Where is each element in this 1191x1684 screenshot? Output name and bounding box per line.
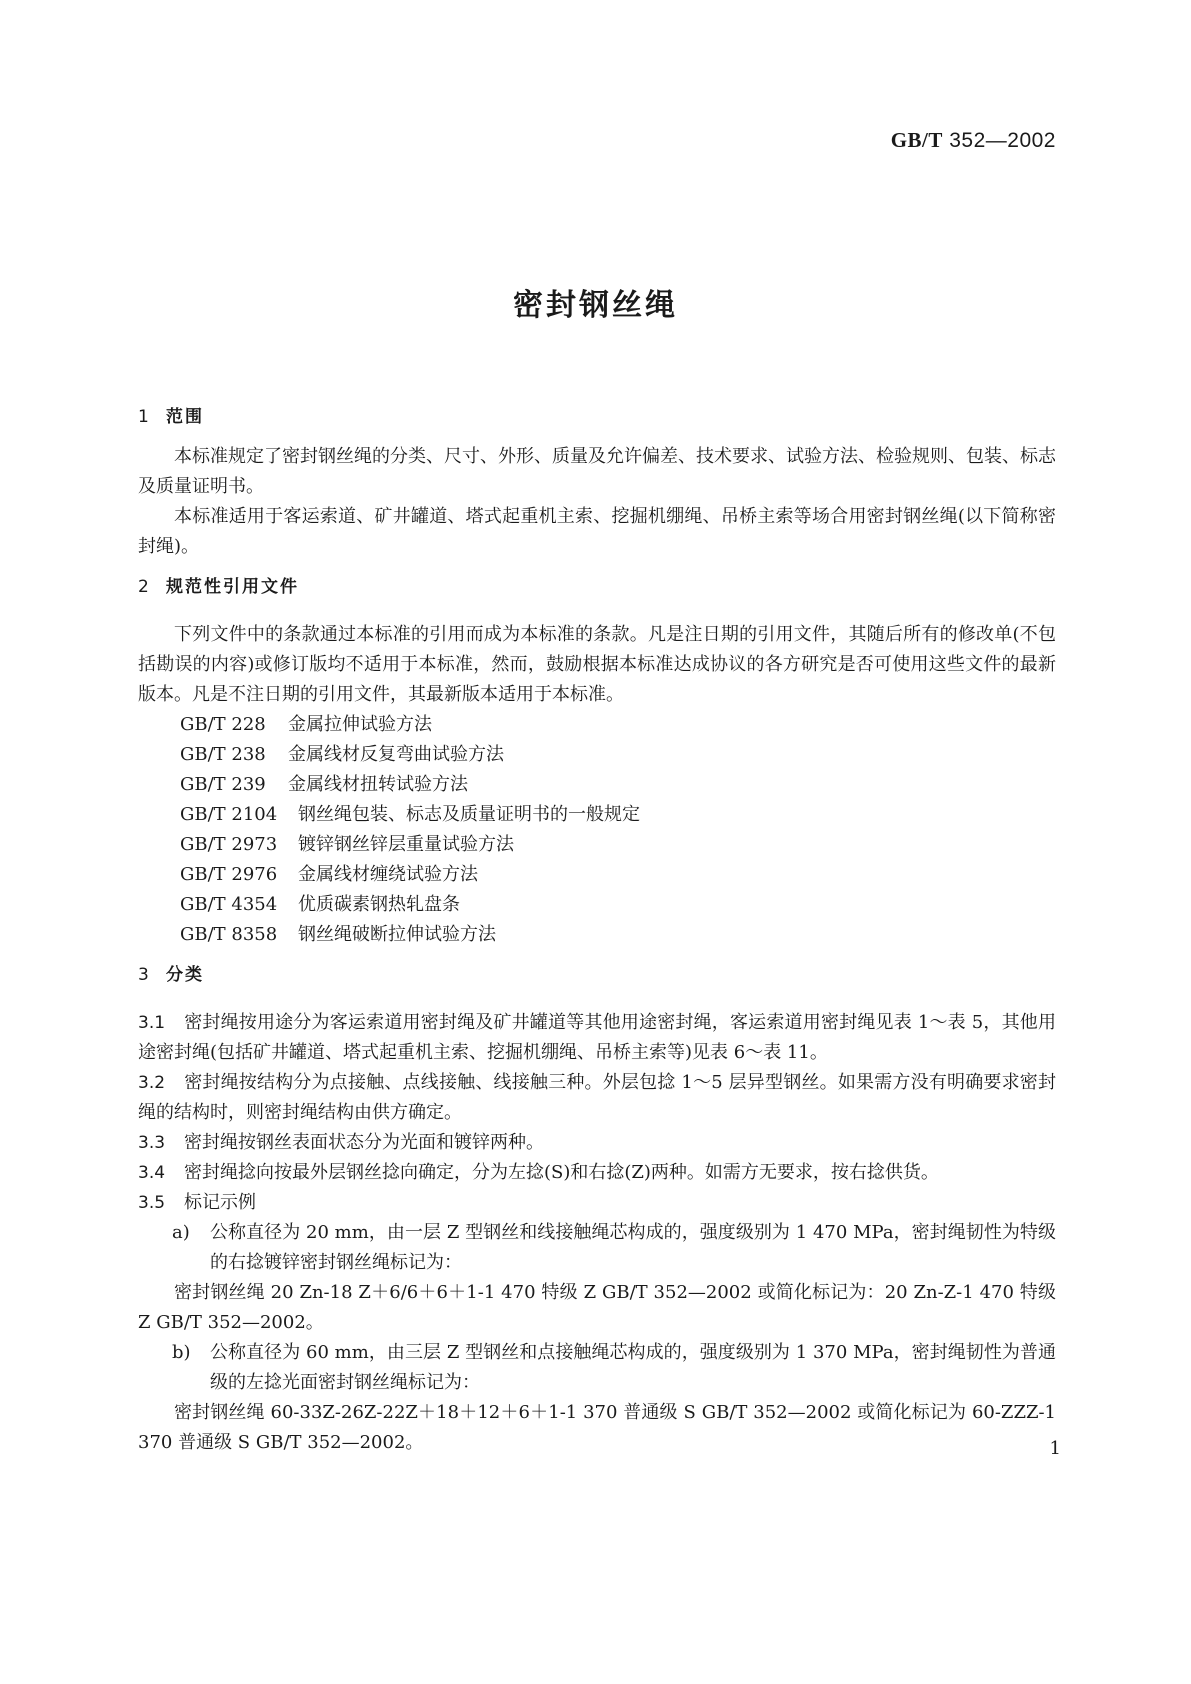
section-heading-scope — [138, 402, 1056, 432]
reference-title: 金属拉伸试验方法 — [288, 714, 432, 735]
reference-item — [138, 860, 1056, 890]
example-marking-b: 密封钢丝绳 60-33Z-26Z-22Z＋18＋12＋6＋1-1 370 普通级 S GB/T 352—2002 或简化标记为 60-ZZZ-1 370 普通级 S GB/T 352—2002。 — [138, 1402, 1056, 1453]
example-item-b — [138, 1338, 1056, 1398]
example-text: 公称直径为 20 mm，由一层 Z 型钢丝和线接触绳芯构成的，强度级别为 1 470 MPa，密封绳韧性为特级的右捻镀锌密封钢丝绳标记为： — [210, 1222, 1056, 1273]
document-body — [138, 402, 1056, 1458]
reference-title: 金属线材缠绕试验方法 — [298, 864, 478, 885]
reference-item — [138, 740, 1056, 770]
standard-prefix: GB/T — [890, 128, 943, 152]
section-number: 3 — [138, 965, 151, 985]
reference-code: GB/T 2104 — [180, 804, 278, 825]
clause-text: 密封绳按结构分为点接触、点线接触、线接触三种。外层包捻 1～5 层异型钢丝。如果需方没有明确要求密封绳的结构时，则密封绳结构由供方确定。 — [138, 1072, 1056, 1123]
standard-number: 352—2002 — [949, 129, 1056, 152]
section-number: 1 — [138, 407, 151, 427]
reference-item — [138, 920, 1056, 950]
document-title: 密封钢丝绳 — [513, 288, 678, 323]
clause-3-3 — [138, 1128, 1056, 1158]
reference-title: 钢丝绳包装、标志及质量证明书的一般规定 — [298, 804, 640, 825]
clause-number: 3.2 — [138, 1073, 166, 1093]
reference-code: GB/T 238 — [180, 744, 266, 765]
scope-paragraph-1: 本标准规定了密封钢丝绳的分类、尺寸、外形、质量及允许偏差、技术要求、试验方法、检验规则、包装、标志及质量证明书。 — [138, 446, 1056, 497]
example-label: a) — [172, 1222, 190, 1243]
clause-number: 3.1 — [138, 1013, 166, 1033]
section-title: 分类 — [166, 965, 204, 985]
clause-text: 密封绳捻向按最外层钢丝捻向确定，分为左捻(S)和右捻(Z)两种。如需方无要求，按右捻供货。 — [184, 1162, 939, 1183]
reference-item — [138, 890, 1056, 920]
section-heading-classification — [138, 960, 1056, 990]
clause-text: 密封绳按钢丝表面状态分为光面和镀锌两种。 — [184, 1132, 544, 1153]
clause-text: 标记示例 — [184, 1192, 256, 1213]
clause-3-4 — [138, 1158, 1056, 1188]
reference-code: GB/T 4354 — [180, 894, 278, 915]
scope-paragraph-2: 本标准适用于客运索道、矿井罐道、塔式起重机主索、挖掘机绷绳、吊桥主索等场合用密封钢丝绳(以下简称密封绳)。 — [138, 506, 1056, 557]
example-marking-a: 密封钢丝绳 20 Zn-18 Z＋6/6＋6＋1-1 470 特级 Z GB/T 352—2002 或简化标记为：20 Zn-Z-1 470 特级 Z GB/T 352—2002。 — [138, 1282, 1056, 1333]
reference-item — [138, 830, 1056, 860]
clause-3-2 — [138, 1068, 1056, 1128]
clause-text: 密封绳按用途分为客运索道用密封绳及矿井罐道等其他用途密封绳，客运索道用密封绳见表 1～表 5，其他用途密封绳(包括矿井罐道、塔式起重机主索、挖掘机绷绳、吊桥主索等)见表 6～表 11。 — [138, 1012, 1056, 1063]
clause-3-1 — [138, 1008, 1056, 1068]
reference-title: 钢丝绳破断拉伸试验方法 — [298, 924, 496, 945]
reference-code: GB/T 239 — [180, 774, 266, 795]
reference-code: GB/T 2973 — [180, 834, 278, 855]
reference-item — [138, 710, 1056, 740]
section-title: 规范性引用文件 — [166, 577, 299, 597]
section-number: 2 — [138, 577, 151, 597]
section-heading-normative-references — [138, 572, 1056, 602]
reference-title: 金属线材反复弯曲试验方法 — [288, 744, 504, 765]
reference-item — [138, 800, 1056, 830]
page-number: 1 — [1049, 1438, 1061, 1459]
clause-number: 3.4 — [138, 1163, 166, 1183]
reference-title: 镀锌钢丝锌层重量试验方法 — [298, 834, 514, 855]
example-label: b) — [172, 1342, 191, 1363]
example-text: 公称直径为 60 mm，由三层 Z 型钢丝和点接触绳芯构成的，强度级别为 1 370 MPa，密封绳韧性为普通级的左捻光面密封钢丝绳标记为： — [210, 1342, 1056, 1393]
section-title: 范围 — [166, 407, 204, 427]
reference-code: GB/T 228 — [180, 714, 266, 735]
clause-number: 3.5 — [138, 1193, 166, 1213]
reference-code: GB/T 8358 — [180, 924, 278, 945]
example-item-a — [138, 1218, 1056, 1278]
reference-code: GB/T 2976 — [180, 864, 278, 885]
references-intro: 下列文件中的条款通过本标准的引用而成为本标准的条款。凡是注日期的引用文件，其随后所有的修改单(不包括勘误的内容)或修订版均不适用于本标准，然而，鼓励根据本标准达成协议的各方研究是否可使用这些文件的最新版本。凡是不注日期的引用文件，其最新版本适用于本标准。 — [138, 624, 1056, 705]
standard-code — [891, 128, 1056, 153]
reference-title: 优质碳素钢热轧盘条 — [298, 894, 460, 915]
reference-item — [138, 770, 1056, 800]
clause-number: 3.3 — [138, 1133, 166, 1153]
reference-title: 金属线材扭转试验方法 — [288, 774, 468, 795]
clause-3-5 — [138, 1188, 1056, 1218]
